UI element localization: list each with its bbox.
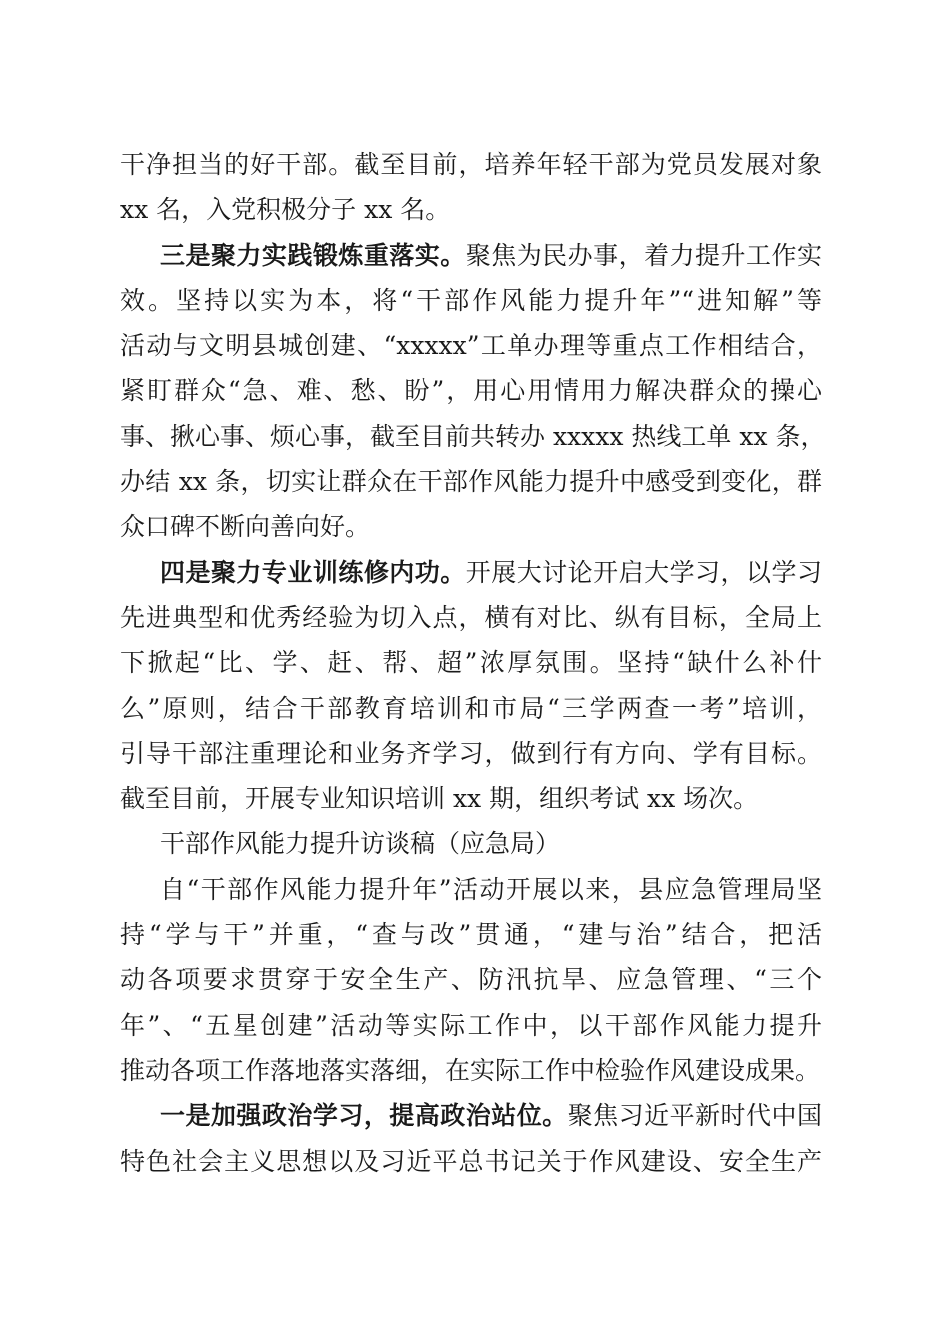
text-line (120, 1093, 822, 1138)
document-page (120, 142, 826, 1184)
text-line: 持“学与干”并重，“查与改”贯通，“建与治”结合，把活 (120, 920, 822, 950)
paragraph-4 (120, 867, 822, 1093)
paragraph-3 (120, 550, 822, 822)
document-title: 干部作风能力提升访谈稿（应急局） (160, 829, 561, 859)
text-line: 众口碑不断向善向好。 (120, 512, 371, 542)
paragraph-2 (120, 233, 826, 550)
section-heading: 四是聚力专业训练修内功。 (160, 557, 466, 587)
text-line: 先进典型和优秀经验为切入点，横有对比、纵有目标，全局上 (120, 602, 822, 632)
section-heading: 一是加强政治学习，提高政治站位。 (160, 1101, 568, 1131)
text-line: 推动各项工作落地落实落细，在实际工作中检验作风建设成果。 (120, 1055, 821, 1085)
text-line: 办结 xx 条，切实让群众在干部作风能力提升中感受到变化，群 (120, 467, 822, 497)
text-line: 事、揪心事、烦心事，截至目前共转办 xxxxx 热线工单 xx 条， (120, 421, 826, 451)
text-line: 紧盯群众“急、难、愁、盼”，用心用情用力解决群众的操心 (120, 376, 822, 406)
section-heading: 三是聚力实践锻炼重落实。 (160, 240, 466, 270)
text-line: xx 名，入党积极分子 xx 名。 (120, 195, 451, 225)
text-run: 开展大讨论开启大学习，以学习 (465, 557, 822, 587)
text-run: 聚焦习近平新时代中国 (567, 1101, 822, 1131)
text-line: 截至目前，开展专业知识培训 xx 期，组织考试 xx 场次。 (120, 784, 759, 814)
text-line: 下掀起“比、学、赶、帮、超”浓厚氛围。坚持“缺什么补什 (120, 648, 822, 678)
text-line (120, 550, 822, 595)
text-line: 干净担当的好干部。截至目前，培养年轻干部为党员发展对象 (120, 150, 822, 179)
text-line: 自“干部作风能力提升年”活动开展以来，县应急管理局坚 (160, 874, 822, 904)
paragraph-1 (120, 142, 822, 233)
paragraph-5 (120, 1093, 822, 1184)
text-line: 活动与文明县城创建、“xxxxx”工单办理等重点工作相结合， (120, 331, 822, 361)
text-line: 么”原则，结合干部教育培训和市局“三学两查一考”培训， (120, 693, 822, 723)
text-line: 年”、“五星创建”活动等实际工作中，以干部作风能力提升 (120, 1010, 822, 1040)
text-line: 动各项要求贯穿于安全生产、防汛抗旱、应急管理、“三个 (120, 965, 822, 995)
text-line: 引导干部注重理论和业务齐学习，做到行有方向、学有目标。 (120, 738, 822, 768)
text-run: 聚焦为民办事，着力提升工作实 (465, 240, 822, 270)
text-line: 效。坚持以实为本，将“干部作风能力提升年”“进知解”等 (120, 285, 822, 315)
text-line: 特色社会主义思想以及习近平总书记关于作风建设、安全生产 (120, 1146, 822, 1176)
text-line (120, 233, 822, 278)
